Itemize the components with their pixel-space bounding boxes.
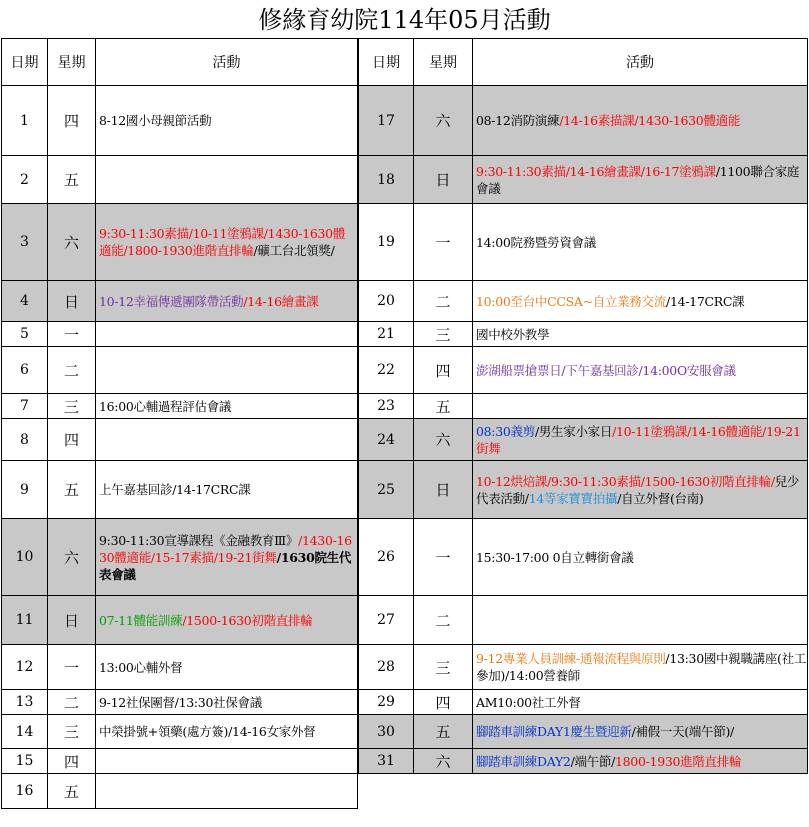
- activity-cell: [96, 86, 358, 156]
- day-row: [2, 394, 358, 419]
- weekday-cell: 六: [414, 86, 473, 156]
- weekday-cell: 二: [48, 690, 96, 715]
- activity-segment: 08:30義剪: [476, 423, 535, 439]
- weekday-cell: 五: [48, 156, 96, 204]
- weekday-cell: 五: [48, 774, 96, 809]
- day-number: 7: [2, 394, 48, 419]
- day-number: 27: [359, 596, 414, 645]
- activity-segment: /14-17CRC課: [666, 293, 745, 309]
- activity-segment: 8-12國小母親節活動: [99, 113, 212, 128]
- weekday-cell: 一: [414, 519, 473, 596]
- weekday-cell: 六: [414, 419, 473, 461]
- activity-segment: /14-16素描課/1430-1630體適能: [559, 113, 741, 128]
- activity-cell: [473, 419, 808, 461]
- day-row: [359, 347, 808, 394]
- activity-cell: [473, 596, 808, 645]
- day-number: 6: [2, 347, 48, 394]
- weekday-cell: 三: [48, 715, 96, 749]
- activity-segment: 9-12專業人員訓練-通報流程與原則: [476, 651, 666, 666]
- day-number: 8: [2, 419, 48, 461]
- day-number: 16: [2, 774, 48, 809]
- activity-cell: [96, 461, 358, 519]
- activity-cell: [96, 690, 358, 715]
- day-row: [2, 519, 358, 596]
- activity-segment: AM10:00社工外督: [476, 694, 581, 710]
- activity-cell: [473, 715, 808, 749]
- activity-segment: /1430-1630體適能/15-17素描/19-21街舞: [99, 532, 352, 565]
- day-row: [359, 204, 808, 281]
- weekday-cell: 三: [414, 645, 473, 690]
- day-row: [2, 281, 358, 322]
- day-number: 5: [2, 322, 48, 347]
- weekday-cell: 四: [48, 419, 96, 461]
- activity-segment: /1100聯合家庭會議: [476, 163, 800, 196]
- activity-cell: [96, 156, 358, 204]
- day-number: 14: [2, 715, 48, 749]
- activity-cell: [473, 156, 808, 204]
- day-number: 12: [2, 645, 48, 690]
- weekday-cell: 日: [48, 596, 96, 645]
- weekday-cell: 五: [48, 461, 96, 519]
- day-number: 30: [359, 715, 414, 749]
- day-number: 22: [359, 347, 414, 394]
- header-row: [2, 39, 358, 86]
- activity-segment: /13:30國中親職講座(社工參加)/14:00營養師: [476, 651, 807, 683]
- calendar-table-right: [358, 38, 808, 774]
- activity-segment: 9:30-11:30素描/10-11塗鴉課/1430-1630體適能/1800-1930進階直排輪: [99, 226, 346, 258]
- day-number: 20: [359, 281, 414, 322]
- day-row: [359, 715, 808, 749]
- activity-cell: [473, 749, 808, 774]
- header-activity: 活動: [96, 39, 358, 86]
- activity-cell: [96, 645, 358, 690]
- activity-cell: [473, 645, 808, 690]
- day-row: [359, 461, 808, 519]
- weekday-cell: 日: [48, 281, 96, 322]
- activity-cell: [473, 322, 808, 347]
- activity-cell: [96, 204, 358, 281]
- day-row: [359, 519, 808, 596]
- header-date: 日期: [2, 39, 48, 86]
- activity-segment: 10:00至台中CCSA~自立業務交流: [476, 293, 667, 309]
- activity-segment: /男生家小家日: [534, 423, 613, 439]
- day-row: [359, 281, 808, 322]
- activity-segment: 兒少代表活動/: [476, 473, 800, 506]
- activity-segment: 14:00院務暨勞資會議: [476, 234, 596, 250]
- day-row: [2, 347, 358, 394]
- activity-cell: [96, 596, 358, 645]
- weekday-cell: 四: [414, 690, 473, 715]
- activity-segment: 10-12烘焙課/9:30-11:30素描/1500-1630初階直排輪/: [476, 473, 775, 489]
- day-row: [2, 774, 358, 809]
- weekday-cell: 日: [414, 461, 473, 519]
- activity-segment: /1500-1630初階直排輪: [182, 612, 313, 628]
- activity-segment: 腳踏車訓練DAY1慶生暨迎新: [476, 724, 632, 739]
- activity-cell: [96, 347, 358, 394]
- day-number: 25: [359, 461, 414, 519]
- day-number: 17: [359, 86, 414, 156]
- day-row: [359, 394, 808, 419]
- activity-segment: /10-11塗鴉課/14-16體適能/19-21街舞: [476, 423, 801, 456]
- weekday-cell: 六: [414, 749, 473, 774]
- weekday-cell: 日: [414, 156, 473, 204]
- weekday-cell: 四: [48, 86, 96, 156]
- activity-segment: /端午節/: [570, 753, 615, 769]
- weekday-cell: 二: [48, 347, 96, 394]
- weekday-cell: 一: [414, 204, 473, 281]
- activity-segment: 08-12消防演練: [476, 113, 560, 128]
- activity-segment: 腳踏車訓練DAY2: [476, 753, 571, 769]
- activity-segment: 9:30-11:30宣導課程《金融教育Ⅲ》: [99, 532, 299, 548]
- calendar-table-left: [1, 38, 358, 809]
- weekday-cell: 五: [414, 394, 473, 419]
- day-row: [2, 749, 358, 774]
- day-row: [2, 86, 358, 156]
- activity-cell: [96, 774, 358, 809]
- weekday-cell: 六: [48, 204, 96, 281]
- day-number: 9: [2, 461, 48, 519]
- page-title: 修緣育幼院114年05月活動: [258, 6, 551, 34]
- day-row: [2, 204, 358, 281]
- activity-segment: 13:00心輔外督: [99, 659, 183, 675]
- day-number: 1: [2, 86, 48, 156]
- activity-cell: [96, 394, 358, 419]
- activity-cell: [473, 519, 808, 596]
- weekday-cell: 一: [48, 645, 96, 690]
- day-number: 23: [359, 394, 414, 419]
- header-date: 日期: [359, 39, 414, 86]
- activity-segment: 1800-1930進階直排輪: [615, 753, 742, 769]
- weekday-cell: 一: [48, 322, 96, 347]
- activity-cell: [96, 715, 358, 749]
- day-number: 13: [2, 690, 48, 715]
- day-number: 10: [2, 519, 48, 596]
- day-number: 15: [2, 749, 48, 774]
- activity-segment: 澎湖船票搶票日/下午嘉基回診/14:00O安服會議: [476, 362, 736, 378]
- activity-segment: /自立外督(台南): [617, 490, 704, 506]
- activity-segment: 16:00心輔過程評估會議: [99, 398, 232, 414]
- weekday-cell: 二: [414, 281, 473, 322]
- day-row: [2, 156, 358, 204]
- activity-cell: [473, 86, 808, 156]
- day-row: [2, 715, 358, 749]
- activity-segment: 07-11體能訓練: [99, 612, 183, 628]
- header-weekday: 星期: [414, 39, 473, 86]
- activity-cell: [96, 322, 358, 347]
- activity-segment: /14-16繪畫課: [243, 293, 319, 309]
- header-weekday: 星期: [48, 39, 96, 86]
- activity-segment: 9:30-11:30素描/14-16繪畫課/16-17塗鴉課: [476, 163, 716, 179]
- day-number: 31: [359, 749, 414, 774]
- activity-cell: [96, 749, 358, 774]
- activity-cell: [96, 419, 358, 461]
- activity-segment: 9-12社保團督/13:30社保會議: [99, 694, 262, 710]
- activity-segment: 中榮掛號+領藥(處方簽)/14-16女家外督: [99, 724, 316, 739]
- weekday-cell: 二: [414, 596, 473, 645]
- activity-segment: /補假一天(端午節)/: [631, 724, 734, 739]
- weekday-cell: 六: [48, 519, 96, 596]
- activity-cell: [473, 690, 808, 715]
- day-row: [359, 156, 808, 204]
- day-row: [359, 749, 808, 774]
- day-row: [2, 645, 358, 690]
- activity-cell: [473, 461, 808, 519]
- day-row: [2, 690, 358, 715]
- activity-cell: [473, 281, 808, 322]
- day-number: 28: [359, 645, 414, 690]
- day-number: 19: [359, 204, 414, 281]
- day-row: [359, 645, 808, 690]
- day-row: [2, 322, 358, 347]
- activity-segment: 國中校外教學: [476, 326, 550, 342]
- header-row: [359, 39, 808, 86]
- activity-cell: [473, 204, 808, 281]
- activity-segment: /礦工台北領獎/: [253, 243, 335, 258]
- day-number: 24: [359, 419, 414, 461]
- day-number: 2: [2, 156, 48, 204]
- day-row: [2, 461, 358, 519]
- day-number: 4: [2, 281, 48, 322]
- activity-segment: 10-12幸福傳遞團隊帶活動: [99, 293, 244, 309]
- day-number: 21: [359, 322, 414, 347]
- day-row: [359, 86, 808, 156]
- day-row: [2, 596, 358, 645]
- activity-cell: [473, 394, 808, 419]
- activity-cell: [96, 281, 358, 322]
- weekday-cell: 三: [414, 322, 473, 347]
- weekday-cell: 四: [48, 749, 96, 774]
- activity-segment: /1630院生代表會議: [99, 549, 352, 582]
- header-activity: 活動: [473, 39, 808, 86]
- weekday-cell: 四: [414, 347, 473, 394]
- day-number: 11: [2, 596, 48, 645]
- day-row: [2, 419, 358, 461]
- activity-segment: 15:30-17:00 0自立轉銜會議: [476, 549, 634, 565]
- weekday-cell: 五: [414, 715, 473, 749]
- activity-cell: [473, 347, 808, 394]
- day-number: 18: [359, 156, 414, 204]
- day-row: [359, 419, 808, 461]
- activity-segment: 14等家寶寶拍攝: [528, 490, 618, 506]
- day-number: 29: [359, 690, 414, 715]
- day-number: 26: [359, 519, 414, 596]
- day-number: 3: [2, 204, 48, 281]
- weekday-cell: 三: [48, 394, 96, 419]
- activity-segment: 上午嘉基回診/14-17CRC課: [99, 482, 251, 497]
- day-row: [359, 322, 808, 347]
- activity-cell: [96, 519, 358, 596]
- day-row: [359, 596, 808, 645]
- day-row: [359, 690, 808, 715]
